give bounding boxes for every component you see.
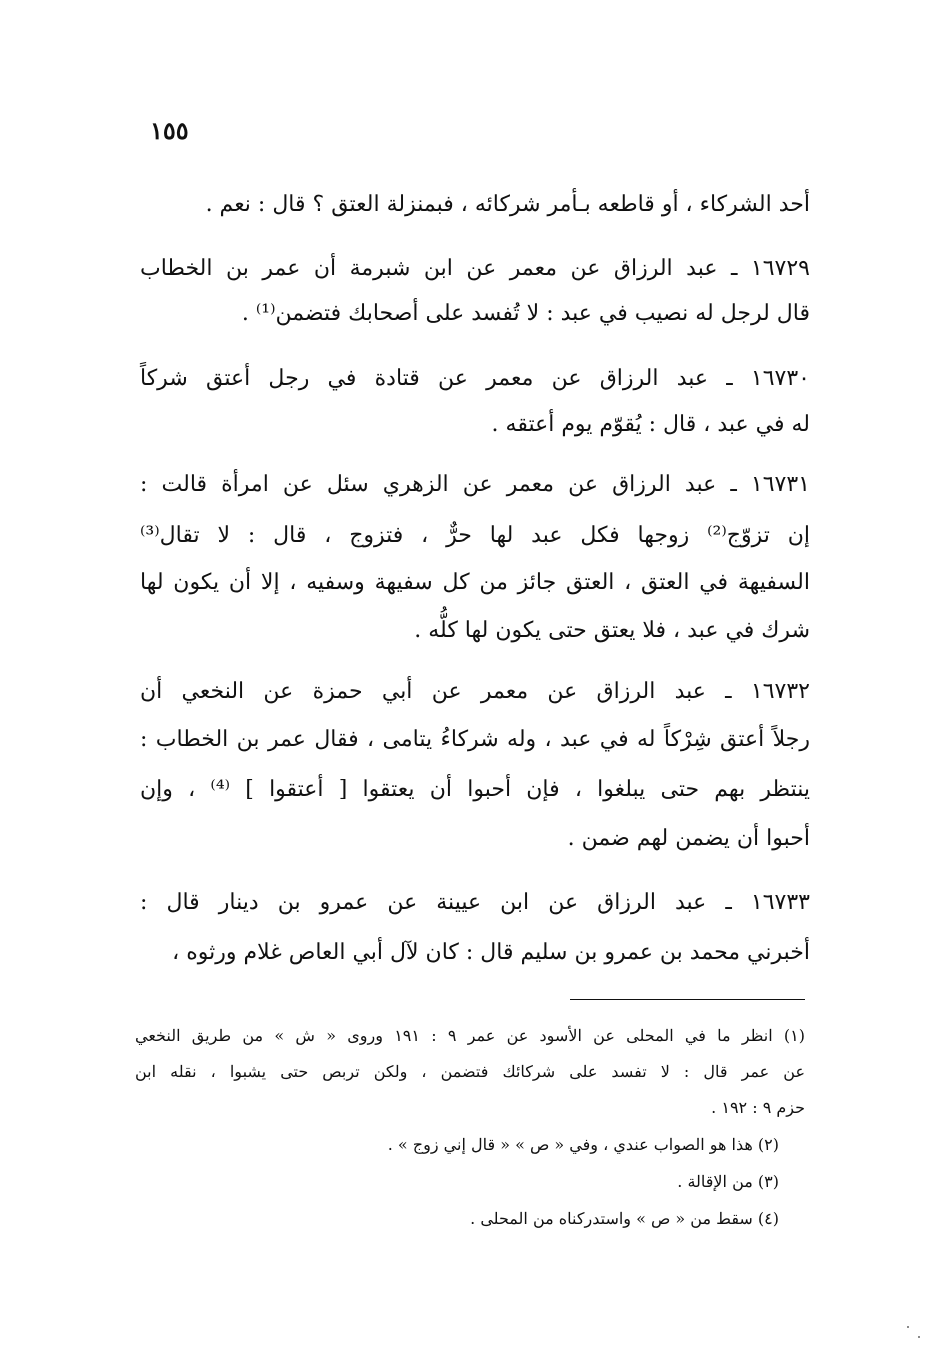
text-line: شرك في عبد ، فلا يعتق حتى يكون لها كلُّه . (414, 618, 810, 643)
text-line: ١٦٧٢٩ ـ عبد الرزاق عن معمر عن ابن شبرمة أن عمر بن الخطاب (140, 256, 810, 281)
text-line: السفيهة في العتق ، العتق جائز من كل سفيهة وسفيه ، إلا أن يكون لها (140, 570, 810, 595)
footnote-separator (570, 999, 805, 1000)
scan-speck (918, 1336, 920, 1338)
footnote-line: (٤) سقط من « ص » واستدركناه من المحلى . (470, 1209, 779, 1228)
text-line: أخبرني محمد بن عمرو بن سليم قال : كان لآل أبي العاص غلام ورثوه ، (172, 940, 810, 965)
text-line: قال لرجل له نصيب في عبد : لا تُفسد على أصحابك فتضمن⁽¹⁾ . (241, 301, 810, 326)
text-line: رجلاً أعتق شِرْكاً له في عبد ، وله شركاءُ يتامى ، فقال عمر بن الخطاب : (140, 727, 810, 752)
text-line: ١٦٧٣٠ ـ عبد الرزاق عن معمر عن قتادة في رجل أعتق شركاً (140, 366, 810, 391)
text-line: ينتظر بهم حتى يبلغوا ، فإن أحبوا أن يعتقوا [ أعتقوا ] ⁽⁴⁾ ، وإن (140, 777, 810, 802)
footnote-line: عن عمر قال : لا تفسد على شركائك فتضمن ، ولكن تربص حتى يشبوا ، نقله ابن (135, 1062, 805, 1081)
text-line: أحبوا أن يضمن لهم ضمن . (567, 826, 810, 851)
text-line: أحد الشركاء ، أو قاطعه بـأمر شركائه ، فبمنزلة العتق ؟ قال : نعم . (205, 192, 810, 217)
scan-speck (907, 1326, 909, 1328)
footnote-line: (٣) من الإقالة . (677, 1172, 779, 1191)
text-line: له في عبد ، قال : يُقوّم يوم أعتقه . (491, 412, 810, 437)
text-line: ١٦٧٣٣ ـ عبد الرزاق عن ابن عيينة عن عمرو بن دينار قال : (140, 890, 810, 915)
text-line: ١٦٧٣١ ـ عبد الرزاق عن معمر عن الزهري سئل عن امرأة قالت : (140, 472, 810, 497)
footnote-line: حزم ٩ : ١٩٢ . (711, 1098, 805, 1117)
footnote-line: (٢) هذا هو الصواب عندي ، وفي « ص » « قال إني زوج » . (387, 1135, 779, 1154)
text-line: إن تزوّج⁽²⁾ زوجها فكل عبد لها حرٌّ ، فتزوج ، قال : لا تقال⁽³⁾ (140, 523, 810, 548)
page-number: ١٥٥ (150, 116, 189, 145)
text-line: ١٦٧٣٢ ـ عبد الرزاق عن معمر عن أبي حمزة عن النخعي أن (140, 679, 810, 704)
footnote-line: (١) انظر ما في المحلى عن الأسود عن عمر ٩ : ١٩١ وروى « ش » من طريق النخعي (135, 1026, 806, 1045)
